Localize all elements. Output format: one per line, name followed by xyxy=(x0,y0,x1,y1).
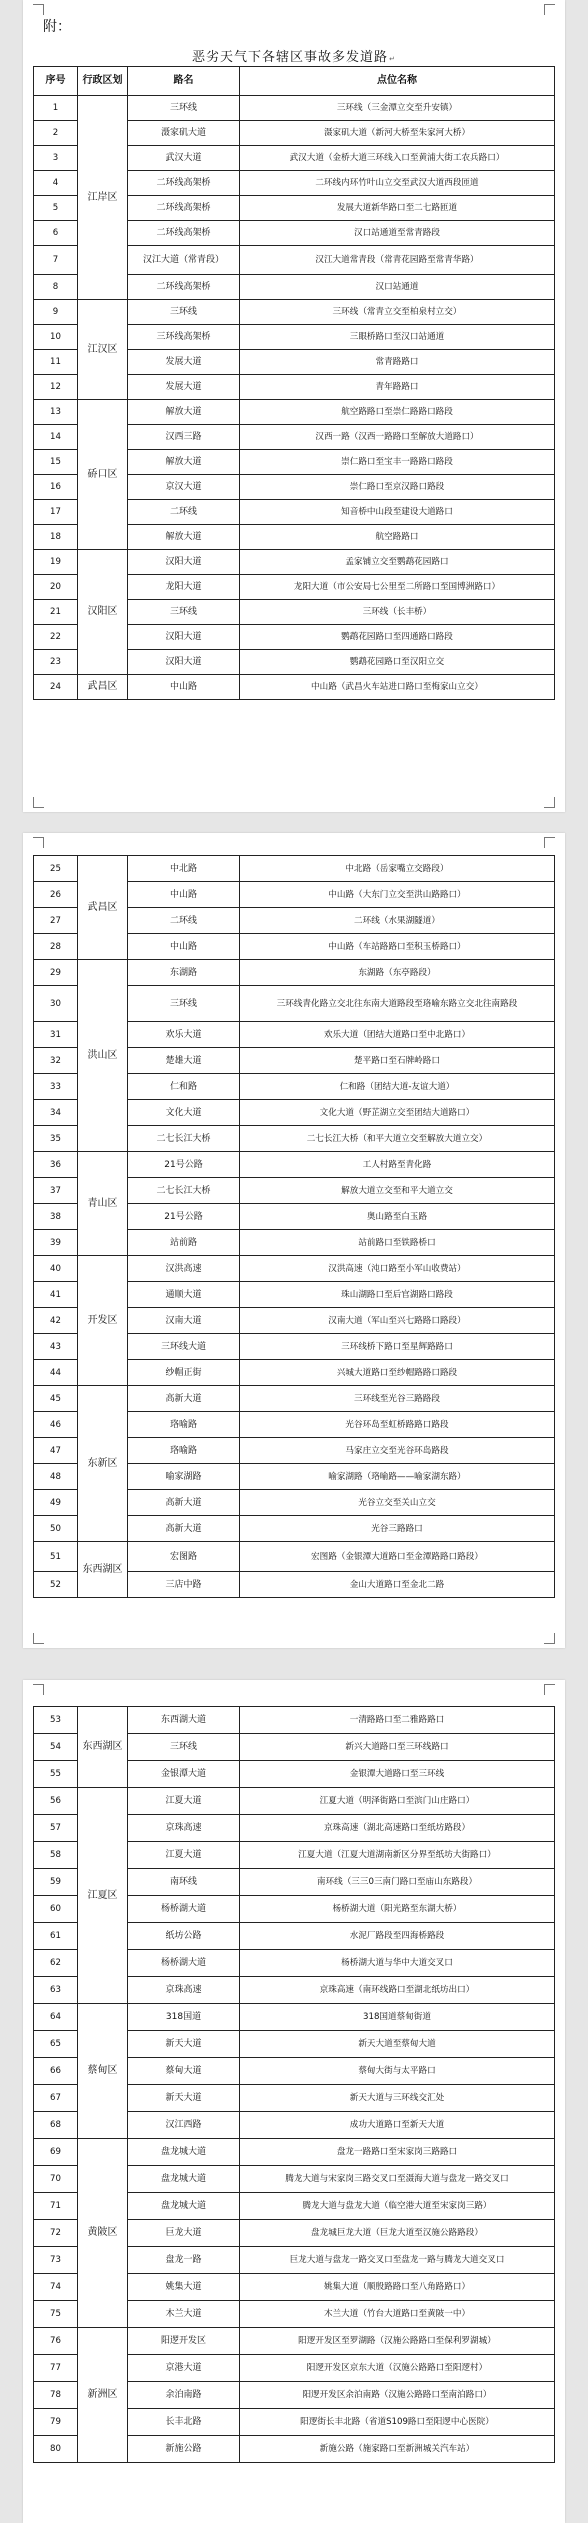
row-number: 75 xyxy=(34,2301,78,2328)
row-number: 8 xyxy=(34,275,78,300)
road-name: 解放大道 xyxy=(128,450,240,475)
row-number: 54 xyxy=(34,1734,78,1761)
location-name: 二七长江大桥（和平大道立交至解放大道立交） xyxy=(240,1126,555,1152)
location-name: 阳逻开发区余泊南路（汉施公路路口至南泊路口） xyxy=(240,2382,555,2409)
road-name: 新天大道 xyxy=(128,2031,240,2058)
row-number: 62 xyxy=(34,1950,78,1977)
road-name: 21号公路 xyxy=(128,1152,240,1178)
road-name: 京港大道 xyxy=(128,2355,240,2382)
table-row xyxy=(34,1707,555,1734)
row-number: 2 xyxy=(34,121,78,146)
road-name: 二环线高架桥 xyxy=(128,171,240,196)
road-name: 三店中路 xyxy=(128,1572,240,1598)
road-name: 解放大道 xyxy=(128,525,240,550)
road-name: 汉洪高速 xyxy=(128,1256,240,1282)
location-name: 腾龙大道与宋家岗三路交叉口至滠海大道与盘龙一路交叉口 xyxy=(240,2166,555,2193)
location-name: 奥山路至白玉路 xyxy=(240,1204,555,1230)
row-number: 11 xyxy=(34,350,78,375)
row-number: 60 xyxy=(34,1896,78,1923)
location-name: 崇仁路口至宝丰一路路口路段 xyxy=(240,450,555,475)
location-name: 孟家铺立交至鹦鹉花园路口 xyxy=(240,550,555,575)
road-name: 高新大道 xyxy=(128,1386,240,1412)
row-number: 56 xyxy=(34,1788,78,1815)
location-name: 金银潭大道路口至三环线 xyxy=(240,1761,555,1788)
road-name: 中北路 xyxy=(128,856,240,882)
road-name: 21号公路 xyxy=(128,1204,240,1230)
row-number: 9 xyxy=(34,300,78,325)
road-name: 二环线高架桥 xyxy=(128,275,240,300)
location-name: 鹦鹉花园路口至汉阳立交 xyxy=(240,650,555,675)
road-name: 龙阳大道 xyxy=(128,575,240,600)
row-number: 74 xyxy=(34,2274,78,2301)
document-page-2 xyxy=(23,833,565,1648)
road-name: 二七长江大桥 xyxy=(128,1126,240,1152)
road-name: 新天大道 xyxy=(128,2085,240,2112)
page-corner-mark xyxy=(33,837,44,848)
location-name: 杨桥湖大道（阳光路至东湖大桥） xyxy=(240,1896,555,1923)
table-row xyxy=(34,1788,555,1815)
row-number: 28 xyxy=(34,934,78,960)
road-name: 三环线 xyxy=(128,1734,240,1761)
location-name: 南环线（三三0三南门路口至庙山东路段） xyxy=(240,1869,555,1896)
location-name: 木兰大道（竹台大道路口至黄陂一中） xyxy=(240,2301,555,2328)
district-cell: 新洲区 xyxy=(78,2328,128,2463)
location-name: 滠家矶大道（新河大桥至朱家河大桥） xyxy=(240,121,555,146)
location-name: 杨桥湖大道与华中大道交叉口 xyxy=(240,1950,555,1977)
road-name: 京珠高速 xyxy=(128,1815,240,1842)
location-name: 三环线（常青立交至柏泉村立交） xyxy=(240,300,555,325)
row-number: 48 xyxy=(34,1464,78,1490)
location-name: 阳逻开发区京东大道（汉施公路路口至阳逻村） xyxy=(240,2355,555,2382)
row-number: 44 xyxy=(34,1360,78,1386)
row-number: 1 xyxy=(34,96,78,121)
location-name: 江夏大道（明泽街路口至滨门山庄路口） xyxy=(240,1788,555,1815)
row-number: 50 xyxy=(34,1516,78,1542)
attachment-label: 附： xyxy=(43,19,71,35)
location-name: 站前路口至铁路桥口 xyxy=(240,1230,555,1256)
row-number: 61 xyxy=(34,1923,78,1950)
location-name: 航空路路口至崇仁路路口路段 xyxy=(240,400,555,425)
row-number: 52 xyxy=(34,1572,78,1598)
road-name: 南环线 xyxy=(128,1869,240,1896)
accident-roads-table-continued xyxy=(33,855,555,1598)
road-name: 杨桥湖大道 xyxy=(128,1950,240,1977)
row-number: 53 xyxy=(34,1707,78,1734)
row-number: 14 xyxy=(34,425,78,450)
row-number: 16 xyxy=(34,475,78,500)
district-cell: 江岸区 xyxy=(78,96,128,300)
location-name: 汉洪高速（沌口路至小军山收费站） xyxy=(240,1256,555,1282)
road-name: 高新大道 xyxy=(128,1490,240,1516)
district-cell: 武昌区 xyxy=(78,856,128,960)
road-name: 滠家矶大道 xyxy=(128,121,240,146)
table-row xyxy=(34,2139,555,2166)
location-name: 宏图路（金银潭大道路口至金潭路路口路段） xyxy=(240,1542,555,1572)
table-row xyxy=(34,96,555,121)
row-number: 71 xyxy=(34,2193,78,2220)
row-number: 80 xyxy=(34,2436,78,2463)
row-number: 41 xyxy=(34,1282,78,1308)
road-name: 二环线 xyxy=(128,908,240,934)
road-name: 江夏大道 xyxy=(128,1788,240,1815)
road-name: 汉江大道（常青段） xyxy=(128,246,240,275)
road-name: 东湖路 xyxy=(128,960,240,986)
road-name: 珞喻路 xyxy=(128,1438,240,1464)
page-corner-mark xyxy=(544,4,555,15)
page-corner-mark xyxy=(33,1684,44,1695)
district-cell: 洪山区 xyxy=(78,960,128,1152)
road-name: 三环线 xyxy=(128,96,240,121)
location-name: 三环线桥下路口至星辉路路口 xyxy=(240,1334,555,1360)
location-name: 崇仁路口至京汉路口路段 xyxy=(240,475,555,500)
col-seq-header: 序号 xyxy=(34,67,78,96)
road-name: 通顺大道 xyxy=(128,1282,240,1308)
location-name: 巨龙大道与盘龙一路交叉口至盘龙一路与腾龙大道交叉口 xyxy=(240,2247,555,2274)
location-name: 楚平路口至石牌岭路口 xyxy=(240,1048,555,1074)
road-name: 仁和路 xyxy=(128,1074,240,1100)
road-name: 解放大道 xyxy=(128,400,240,425)
row-number: 58 xyxy=(34,1842,78,1869)
table-row xyxy=(34,1152,555,1178)
road-name: 318国道 xyxy=(128,2004,240,2031)
district-cell: 黄陂区 xyxy=(78,2139,128,2328)
road-name: 盘龙一路 xyxy=(128,2247,240,2274)
location-name: 汉西一路（汉西一路路口至解放大道路口） xyxy=(240,425,555,450)
district-cell: 硚口区 xyxy=(78,400,128,550)
row-number: 69 xyxy=(34,2139,78,2166)
col-district-header: 行政区划 xyxy=(78,67,128,96)
road-name: 杨桥湖大道 xyxy=(128,1896,240,1923)
road-name: 武汉大道 xyxy=(128,146,240,171)
location-name: 知音桥中山段至建设大道路口 xyxy=(240,500,555,525)
road-name: 站前路 xyxy=(128,1230,240,1256)
row-number: 6 xyxy=(34,221,78,246)
district-cell: 江汉区 xyxy=(78,300,128,400)
row-number: 17 xyxy=(34,500,78,525)
table-row xyxy=(34,1542,555,1572)
location-name: 318国道蔡甸街道 xyxy=(240,2004,555,2031)
location-name: 工人村路至青化路 xyxy=(240,1152,555,1178)
document-title: 恶劣天气下各辖区事故多发道路↵ xyxy=(192,50,396,65)
row-number: 73 xyxy=(34,2247,78,2274)
road-name: 发展大道 xyxy=(128,375,240,400)
col-location-header: 点位名称 xyxy=(240,67,555,96)
road-name: 三环线 xyxy=(128,300,240,325)
location-name: 江夏大道（江夏大道湖南新区分界至纸坊大街路口） xyxy=(240,1842,555,1869)
row-number: 76 xyxy=(34,2328,78,2355)
location-name: 腾龙大道与盘龙大道（临空港大道至宋家岗三路） xyxy=(240,2193,555,2220)
row-number: 57 xyxy=(34,1815,78,1842)
table-row xyxy=(34,2004,555,2031)
row-number: 22 xyxy=(34,625,78,650)
road-name: 巨龙大道 xyxy=(128,2220,240,2247)
page-corner-mark xyxy=(544,1633,555,1644)
row-number: 13 xyxy=(34,400,78,425)
table-row xyxy=(34,856,555,882)
row-number: 4 xyxy=(34,171,78,196)
road-name: 中山路 xyxy=(128,882,240,908)
row-number: 21 xyxy=(34,600,78,625)
row-number: 34 xyxy=(34,1100,78,1126)
row-number: 35 xyxy=(34,1126,78,1152)
location-name: 仁和路（团结大道-友谊大道） xyxy=(240,1074,555,1100)
row-number: 36 xyxy=(34,1152,78,1178)
location-name: 中北路（岳家嘴立交路段） xyxy=(240,856,555,882)
row-number: 27 xyxy=(34,908,78,934)
table-row xyxy=(34,1256,555,1282)
road-name: 京珠高速 xyxy=(128,1977,240,2004)
location-name: 汉江大道常青段（常青花园路至常青华路） xyxy=(240,246,555,275)
location-name: 光谷环岛至虹桥路路口路段 xyxy=(240,1412,555,1438)
row-number: 24 xyxy=(34,675,78,700)
location-name: 欢乐大道（团结大道路口至中北路口） xyxy=(240,1022,555,1048)
row-number: 55 xyxy=(34,1761,78,1788)
location-name: 马家庄立交至光谷环岛路段 xyxy=(240,1438,555,1464)
row-number: 65 xyxy=(34,2031,78,2058)
row-number: 79 xyxy=(34,2409,78,2436)
page-corner-mark xyxy=(544,1684,555,1695)
location-name: 盘龙一路路口至宋家岗三路路口 xyxy=(240,2139,555,2166)
location-name: 三环线（三金潭立交至升安镇） xyxy=(240,96,555,121)
row-number: 37 xyxy=(34,1178,78,1204)
row-number: 63 xyxy=(34,1977,78,2004)
location-name: 阳逻街长丰北路（省道S109路口至阳逻中心医院） xyxy=(240,2409,555,2436)
location-name: 京珠高速（南环线路口至湖北纸坊出口） xyxy=(240,1977,555,2004)
row-number: 78 xyxy=(34,2382,78,2409)
location-name: 汉口站通道 xyxy=(240,275,555,300)
table-row xyxy=(34,400,555,425)
district-cell: 东西湖区 xyxy=(78,1707,128,1788)
row-number: 40 xyxy=(34,1256,78,1282)
row-number: 38 xyxy=(34,1204,78,1230)
location-name: 解放大道立交至和平大道立交 xyxy=(240,1178,555,1204)
district-cell: 蔡甸区 xyxy=(78,2004,128,2139)
location-name: 新天大道至蔡甸大道 xyxy=(240,2031,555,2058)
road-name: 纸坊公路 xyxy=(128,1923,240,1950)
row-number: 19 xyxy=(34,550,78,575)
location-name: 航空路路口 xyxy=(240,525,555,550)
location-name: 东湖路（东亭路段） xyxy=(240,960,555,986)
location-name: 盘龙城巨龙大道（巨龙大道至汉施公路路段） xyxy=(240,2220,555,2247)
location-name: 新天大道与三环线交汇处 xyxy=(240,2085,555,2112)
road-name: 新施公路 xyxy=(128,2436,240,2463)
district-cell: 汉阳区 xyxy=(78,550,128,675)
row-number: 64 xyxy=(34,2004,78,2031)
road-name: 阳逻开发区 xyxy=(128,2328,240,2355)
district-cell: 东西湖区 xyxy=(78,1542,128,1598)
row-number: 15 xyxy=(34,450,78,475)
row-number: 33 xyxy=(34,1074,78,1100)
location-name: 中山路（车站路路口至积玉桥路口） xyxy=(240,934,555,960)
location-name: 珠山湖路口至后官湖路口路段 xyxy=(240,1282,555,1308)
location-name: 三眼桥路口至汉口站通道 xyxy=(240,325,555,350)
district-cell: 青山区 xyxy=(78,1152,128,1256)
road-name: 纱帽正街 xyxy=(128,1360,240,1386)
col-road-header: 路名 xyxy=(128,67,240,96)
row-number: 20 xyxy=(34,575,78,600)
table-row xyxy=(34,300,555,325)
road-name: 文化大道 xyxy=(128,1100,240,1126)
row-number: 31 xyxy=(34,1022,78,1048)
row-number: 72 xyxy=(34,2220,78,2247)
road-name: 汉阳大道 xyxy=(128,650,240,675)
road-name: 珞喻路 xyxy=(128,1412,240,1438)
location-name: 阳逻开发区至罗湖路（汉施公路路口至保利罗湖城） xyxy=(240,2328,555,2355)
table-row xyxy=(34,960,555,986)
road-name: 发展大道 xyxy=(128,350,240,375)
document-page-1 xyxy=(23,0,565,812)
location-name: 中山路（武昌火车站进口路口至梅家山立交） xyxy=(240,675,555,700)
row-number: 70 xyxy=(34,2166,78,2193)
road-name: 汉西三路 xyxy=(128,425,240,450)
row-number: 12 xyxy=(34,375,78,400)
road-name: 三环线高架桥 xyxy=(128,325,240,350)
row-number: 43 xyxy=(34,1334,78,1360)
table-row xyxy=(34,675,555,700)
row-number: 3 xyxy=(34,146,78,171)
road-name: 二环线高架桥 xyxy=(128,196,240,221)
location-name: 水泥厂路段至四海桥路段 xyxy=(240,1923,555,1950)
road-name: 三环线 xyxy=(128,600,240,625)
row-number: 42 xyxy=(34,1308,78,1334)
road-name: 盘龙城大道 xyxy=(128,2193,240,2220)
page-corner-mark xyxy=(33,4,44,15)
location-name: 中山路（大东门立交至洪山路路口） xyxy=(240,882,555,908)
row-number: 68 xyxy=(34,2112,78,2139)
location-name: 成功大道路口至新天大道 xyxy=(240,2112,555,2139)
road-name: 东西湖大道 xyxy=(128,1707,240,1734)
row-number: 10 xyxy=(34,325,78,350)
location-name: 武汉大道（金桥大道三环线入口至黄浦大街工农兵路口） xyxy=(240,146,555,171)
location-name: 一清路路口至二雅路路口 xyxy=(240,1707,555,1734)
row-number: 5 xyxy=(34,196,78,221)
location-name: 新兴大道路口至三环线路口 xyxy=(240,1734,555,1761)
road-name: 楚雄大道 xyxy=(128,1048,240,1074)
location-name: 鹦鹉花园路口至四通路口路段 xyxy=(240,625,555,650)
row-number: 66 xyxy=(34,2058,78,2085)
location-name: 京珠高速（湖北高速路口至纸坊路段） xyxy=(240,1815,555,1842)
row-number: 7 xyxy=(34,246,78,275)
location-name: 文化大道（野芷湖立交至团结大道路口） xyxy=(240,1100,555,1126)
road-name: 二环线高架桥 xyxy=(128,221,240,246)
road-name: 姚集大道 xyxy=(128,2274,240,2301)
page-corner-mark xyxy=(544,837,555,848)
district-cell: 江夏区 xyxy=(78,1788,128,2004)
road-name: 汉江西路 xyxy=(128,2112,240,2139)
row-number: 39 xyxy=(34,1230,78,1256)
district-cell: 开发区 xyxy=(78,1256,128,1386)
district-cell: 东新区 xyxy=(78,1386,128,1542)
road-name: 中山路 xyxy=(128,934,240,960)
road-name: 余泊南路 xyxy=(128,2382,240,2409)
district-cell: 武昌区 xyxy=(78,675,128,700)
row-number: 26 xyxy=(34,882,78,908)
page-corner-mark xyxy=(544,797,555,808)
row-number: 29 xyxy=(34,960,78,986)
road-name: 长丰北路 xyxy=(128,2409,240,2436)
road-name: 京汉大道 xyxy=(128,475,240,500)
accident-roads-table xyxy=(33,66,555,700)
row-number: 30 xyxy=(34,986,78,1022)
row-number: 59 xyxy=(34,1869,78,1896)
location-name: 光谷立交至关山立交 xyxy=(240,1490,555,1516)
document-page-3 xyxy=(23,1680,565,2523)
road-name: 宏图路 xyxy=(128,1542,240,1572)
location-name: 青年路路口 xyxy=(240,375,555,400)
road-name: 汉阳大道 xyxy=(128,625,240,650)
row-number: 23 xyxy=(34,650,78,675)
location-name: 汉南大道（军山至兴七路路口路段） xyxy=(240,1308,555,1334)
page-corner-mark xyxy=(33,1633,44,1644)
location-name: 发展大道新华路口至二七路匝道 xyxy=(240,196,555,221)
page-corner-mark xyxy=(33,797,44,808)
row-number: 45 xyxy=(34,1386,78,1412)
road-name: 二七长江大桥 xyxy=(128,1178,240,1204)
road-name: 二环线 xyxy=(128,500,240,525)
row-number: 25 xyxy=(34,856,78,882)
road-name: 欢乐大道 xyxy=(128,1022,240,1048)
row-number: 47 xyxy=(34,1438,78,1464)
road-name: 盘龙城大道 xyxy=(128,2166,240,2193)
row-number: 51 xyxy=(34,1542,78,1572)
location-name: 二环线内环竹叶山立交至武汉大道西段匝道 xyxy=(240,171,555,196)
road-name: 江夏大道 xyxy=(128,1842,240,1869)
location-name: 二环线（水果湖隧道） xyxy=(240,908,555,934)
row-number: 49 xyxy=(34,1490,78,1516)
road-name: 盘龙城大道 xyxy=(128,2139,240,2166)
location-name: 三环线至光谷三路路段 xyxy=(240,1386,555,1412)
row-number: 77 xyxy=(34,2355,78,2382)
road-name: 木兰大道 xyxy=(128,2301,240,2328)
location-name: 常青路路口 xyxy=(240,350,555,375)
location-name: 喻家湖路（珞喻路——喻家湖东路） xyxy=(240,1464,555,1490)
road-name: 汉南大道 xyxy=(128,1308,240,1334)
location-name: 汉口站通道至常青路段 xyxy=(240,221,555,246)
location-name: 兴城大道路口至纱帽路路口路段 xyxy=(240,1360,555,1386)
row-number: 32 xyxy=(34,1048,78,1074)
table-row xyxy=(34,1386,555,1412)
location-name: 蔡甸大街与太平路口 xyxy=(240,2058,555,2085)
accident-roads-table-continued xyxy=(33,1706,555,2463)
road-name: 中山路 xyxy=(128,675,240,700)
location-name: 金山大道路口至金北二路 xyxy=(240,1572,555,1598)
road-name: 蔡甸大道 xyxy=(128,2058,240,2085)
row-number: 18 xyxy=(34,525,78,550)
location-name: 三环线青化路立交北往东南大道路段至珞喻东路立交北往南路段 xyxy=(240,986,555,1022)
location-name: 新施公路（施家路口至新洲城关汽车站） xyxy=(240,2436,555,2463)
location-name: 龙阳大道（市公安局七公里至二所路口至国博洲路口） xyxy=(240,575,555,600)
road-name: 高新大道 xyxy=(128,1516,240,1542)
location-name: 三环线（长丰桥） xyxy=(240,600,555,625)
location-name: 姚集大道（顺殷路路口至八角路路口） xyxy=(240,2274,555,2301)
row-number: 46 xyxy=(34,1412,78,1438)
road-name: 三环线 xyxy=(128,986,240,1022)
location-name: 光谷三路路口 xyxy=(240,1516,555,1542)
road-name: 喻家湖路 xyxy=(128,1464,240,1490)
row-number: 67 xyxy=(34,2085,78,2112)
road-name: 金银潭大道 xyxy=(128,1761,240,1788)
road-name: 汉阳大道 xyxy=(128,550,240,575)
table-row xyxy=(34,550,555,575)
road-name: 三环线大道 xyxy=(128,1334,240,1360)
table-header-row xyxy=(34,67,555,96)
table-row xyxy=(34,2328,555,2355)
